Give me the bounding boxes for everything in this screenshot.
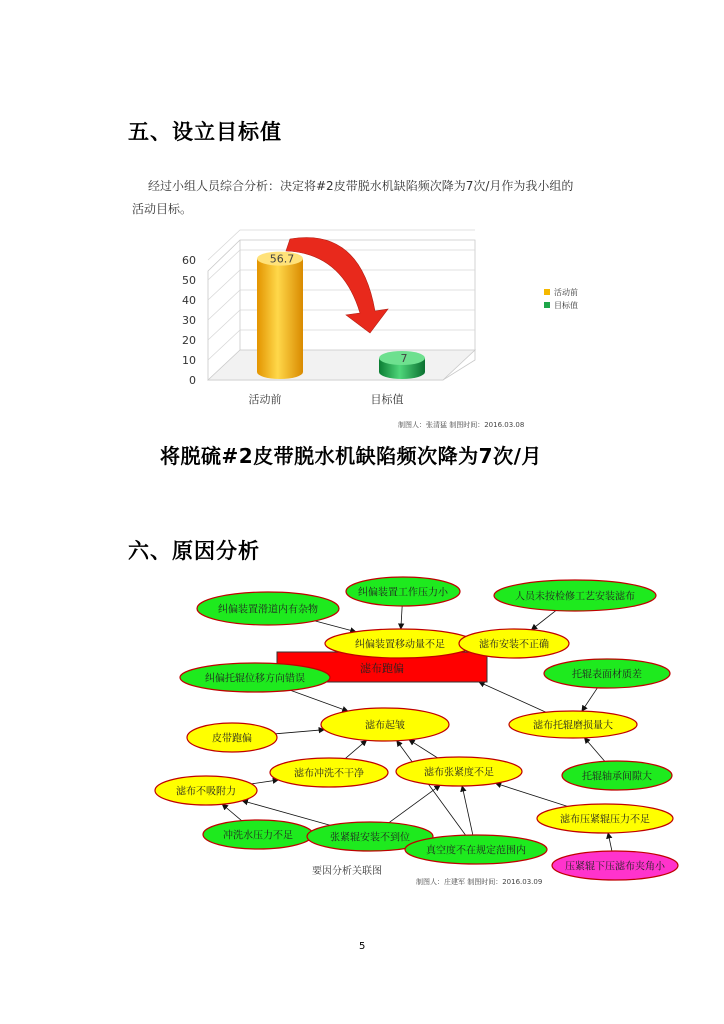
relation-arrow	[608, 833, 612, 851]
y-tick-label: 40	[182, 294, 196, 307]
center-box-label: 滤布跑偏	[360, 662, 404, 675]
cause-node	[325, 629, 475, 658]
relation-arrow	[315, 621, 356, 632]
cause-node	[537, 804, 673, 833]
y-tick-label: 50	[182, 274, 196, 287]
cause-node-label: 人员未按检修工艺安装滤布	[515, 591, 635, 603]
paragraph-line-1: 经过小组人员综合分析：决定将#2皮带脱水机缺陷频次降为7次/月作为我小组的	[148, 179, 574, 193]
cause-node-label: 滤布张紧度不足	[424, 767, 494, 779]
y-tick-label: 10	[182, 354, 196, 367]
cause-node	[155, 776, 257, 805]
cause-node	[459, 629, 569, 658]
cause-node	[203, 820, 313, 849]
relation-arrow	[251, 780, 278, 784]
y-tick-label: 60	[182, 254, 196, 267]
chart-caption: 制图人：张清猛 制图时间：2016.03.08	[398, 421, 525, 429]
target-bar-chart	[170, 225, 610, 435]
cause-node	[187, 723, 277, 752]
relation-arrow	[496, 783, 568, 806]
cause-node-label: 托辊轴承间隙大	[582, 771, 652, 783]
relation-arrow	[389, 785, 440, 822]
cause-node-label: 张紧辊安装不到位	[330, 832, 410, 844]
cause-node-label: 纠偏装置滑道内有杂物	[218, 604, 318, 616]
cause-node	[197, 592, 339, 625]
cause-node	[321, 708, 449, 741]
cause-node	[562, 761, 672, 790]
diagram-caption: 要因分析关联图	[312, 866, 382, 877]
bar	[257, 252, 303, 379]
cause-relation-diagram	[100, 560, 665, 890]
relation-arrow	[582, 688, 598, 711]
legend-label: 活动前	[554, 288, 578, 297]
cause-node	[396, 757, 522, 786]
relation-arrow	[397, 741, 466, 835]
relation-arrow	[276, 730, 325, 734]
relation-arrow	[290, 690, 347, 711]
relation-arrow	[401, 606, 402, 629]
cause-node-label: 滤布托辊磨损量大	[533, 720, 613, 732]
cause-node	[346, 577, 460, 606]
cause-node-label: 纠偏装置移动量不足	[355, 639, 445, 651]
y-tick-label: 30	[182, 314, 196, 327]
cause-node-label: 滤布起皱	[365, 720, 405, 732]
section-heading-target: 五、设立目标值	[128, 120, 282, 144]
relation-arrow	[222, 804, 241, 820]
relation-arrow	[531, 611, 555, 630]
data-label: 7	[400, 352, 408, 365]
cause-node-label: 滤布安装不正确	[479, 639, 549, 651]
cause-node-label: 滤布不吸附力	[176, 786, 236, 798]
cause-node-label: 压紧辊下压滤布夹角小	[565, 861, 665, 873]
y-tick-label: 20	[182, 334, 196, 347]
cause-node	[509, 711, 637, 738]
x-tick-labels	[249, 392, 404, 406]
relation-arrow	[462, 786, 473, 835]
cause-node-label: 滤布压紧辊压力不足	[560, 814, 650, 826]
x-tick-label: 目标值	[370, 393, 404, 406]
x-tick-label: 活动前	[248, 393, 282, 406]
y-tick-label: 0	[189, 374, 196, 387]
legend-swatch	[544, 302, 550, 308]
cause-node-label: 滤布冲洗不干净	[294, 768, 364, 780]
gridline	[208, 310, 475, 340]
relation-arrow	[584, 738, 604, 762]
relation-arrow	[479, 682, 546, 712]
cause-node	[494, 580, 656, 611]
paragraph-line-2: 活动目标。	[132, 202, 193, 216]
chart-legend	[544, 287, 578, 310]
y-tick-labels	[182, 254, 196, 387]
target-summary: 将脱硫#2皮带脱水机缺陷频次降为7次/月	[160, 444, 542, 468]
cause-node-label: 托辊表面材质差	[572, 669, 642, 681]
section-heading-cause: 六、原因分析	[128, 539, 260, 563]
cause-node	[552, 851, 678, 880]
page-number: 5	[359, 941, 366, 952]
cause-node-label: 纠偏托辊位移方向错误	[205, 673, 305, 685]
cause-node	[270, 758, 388, 787]
cause-node-label: 皮带跑偏	[212, 733, 252, 745]
relation-arrow	[345, 740, 366, 758]
cause-nodes	[155, 577, 678, 880]
cause-node	[180, 663, 330, 692]
cause-node	[544, 659, 670, 688]
data-label: 56.7	[269, 252, 295, 266]
cause-node	[405, 835, 547, 864]
legend-label: 目标值	[554, 301, 578, 310]
legend-swatch	[544, 289, 550, 295]
diagram-credit: 制图人：庄建军 制图时间：2016.03.09	[416, 878, 543, 886]
cause-node-label: 纠偏装置工作压力小	[358, 587, 448, 599]
cause-node-label: 真空度不在规定范围内	[426, 845, 526, 857]
relation-arrow	[409, 740, 437, 758]
gridline	[208, 290, 475, 320]
cause-node-label: 冲洗水压力不足	[223, 830, 293, 842]
